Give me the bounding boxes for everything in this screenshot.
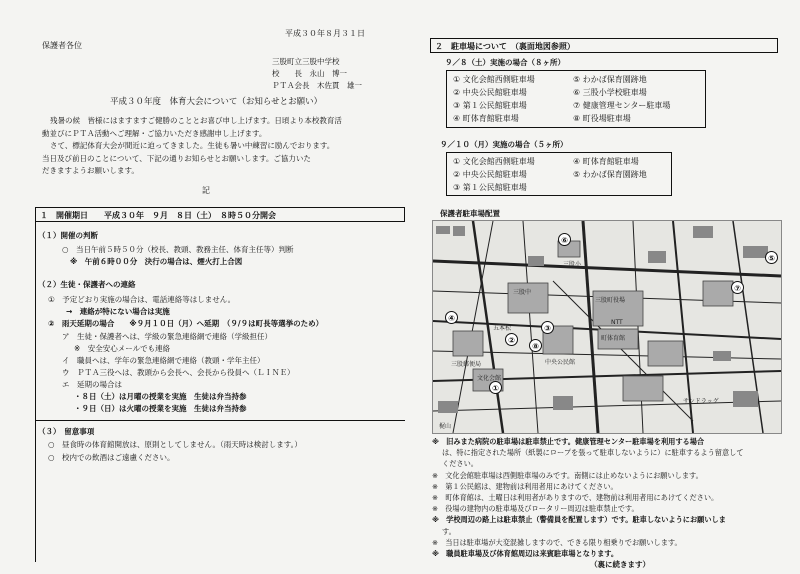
document-date: 平成３０年８月３１日 [285, 29, 365, 38]
sender-pta: ＰＴＡ会長 木佐貫 雄一 [272, 81, 362, 90]
parking-item: ② 中央公民館駐車場 [453, 170, 527, 179]
note-line: ※ 役場の建物内の駐車場及びロータリー周辺は駐車禁止です。 [432, 504, 639, 514]
map-marker: ② [505, 333, 518, 346]
part3-heading: （３） 留意事項 [38, 427, 95, 436]
parking-item: ③ 第１公民館駐車場 [453, 101, 527, 110]
part3-line: ○ 昼食時の体育館開放は、原則としてしません。（雨天時は検討します。） [48, 440, 302, 449]
note-line: す。 [442, 526, 456, 536]
saturday-heading: ９／８（土）実施の場合（８ヶ所） [445, 58, 565, 67]
intro-line: 当日及び前日のことについて、下記の通りお知らせとお願いします。ご協力いた [42, 153, 311, 163]
map-label: 三股郵便局 [451, 361, 482, 368]
monday-heading: ９／１０（月）実施の場合（５ヶ所） [440, 140, 568, 149]
map-marker: ③ [541, 321, 554, 334]
note-line: ください。 [442, 459, 478, 469]
map-marker: ⑦ [731, 281, 744, 294]
map-label: 五本松 [493, 325, 512, 332]
intro-line: だきますようお願いします。 [42, 166, 139, 176]
part2-heading: （２）生徒・保護者への連絡 [38, 280, 136, 289]
continued-note: （裏に続きます） [590, 560, 650, 569]
parking-item: ⑤ わかば保育園跡地 [573, 170, 647, 179]
part2-line: → 連絡が特にない場合は実施 [66, 307, 170, 316]
left-border [35, 222, 36, 562]
note-line: ※ 町体育館は、土曜日は利用者がありますので、建物前は利用者用にあけてください。 [432, 493, 719, 503]
map-label: 三股町役場 [595, 297, 626, 304]
note-line: ※ 旧みまた病院の駐車場は駐車禁止です。健康管理センター駐車場を利用する場合 [432, 437, 705, 446]
map-label: 三股小 [563, 261, 582, 268]
parking-item: ⑥ 三股小学校駐車場 [573, 88, 647, 97]
sender-school: 三股町立三股中学校 [272, 57, 340, 66]
part2-line: ② 雨天延期の場合 ※９月１０日（月）へ延期 （９/９は町長等選挙のため） [48, 319, 324, 328]
section1-header: １ 開催期日 平成３０年 ９月 ８日（土） ８時５０分開会 [35, 207, 405, 222]
note-line: ※ 当日は駐車場が大変混雑しますので、できる限り相乗りでお願いします。 [432, 537, 682, 547]
map-label: 町体育館 [601, 335, 626, 342]
section2-header: ２ 駐車場について （裏面地図参照） [430, 38, 778, 53]
map-roads [433, 221, 781, 433]
part2-line: イ 職員へは、学年の緊急連絡網で連絡（教頭・学年主任） [62, 356, 265, 365]
map-label: 中央公民館 [545, 359, 576, 366]
map-marker: ④ [445, 311, 458, 324]
part2-line: ※ 安全安心メールでも連絡 [74, 344, 171, 353]
parking-item: ② 中央公民館駐車場 [453, 88, 527, 97]
parking-item: ④ 町体育館駐車場 [573, 157, 639, 166]
divider [35, 420, 405, 421]
ki-label: 記 [202, 186, 210, 195]
intro-line: 残暑の候 皆様にはますますご健勝のこととお喜び申し上げます。日頃より本校教育活 [50, 116, 342, 125]
part2-line: エ 延期の場合は [62, 380, 122, 389]
parking-item: ③ 第１公民館駐車場 [453, 183, 527, 192]
part2-line: ウ ＰＴＡ三役へは、教頭から会長へ、会長から役員へ（ＬＩＮＥ） [62, 368, 295, 377]
parking-item: ① 文化会館西側駐車場 [453, 75, 535, 84]
map-label: NTT [611, 319, 623, 326]
addressee: 保護者各位 [42, 41, 82, 50]
map-label: 三股中 [513, 289, 532, 296]
note-line: ※ 学校周辺の路上は駐車禁止（警備員を配置します）です。駐車しないようにお願いしま [432, 515, 726, 525]
parking-notes [432, 436, 744, 559]
parking-item: ⑤ わかば保育園跡地 [573, 75, 647, 84]
intro-paragraph [42, 115, 342, 178]
part2-line: ・８日（土）は月曜の授業を実施 生徒は弁当持参 [74, 392, 247, 401]
parking-item: ⑦ 健康管理センター駐車場 [573, 101, 671, 110]
part2-line: ア 生徒・保護者へは、学級の緊急連絡網で連絡（学級担任） [62, 332, 272, 341]
note-line: ※ 職員駐車場及び体育館周辺は来賓駐車場となります。 [432, 549, 619, 559]
map-marker: ⑥ [558, 233, 571, 246]
parking-map [432, 220, 782, 434]
parking-item: ① 文化会館西側駐車場 [453, 157, 535, 166]
part3-line: ○ 校内での飲酒はご遠慮ください。 [48, 453, 175, 462]
note-line: ※ 第１公民館は、建物前は利用者用にあけてください。 [432, 481, 618, 491]
map-marker: ① [489, 381, 502, 394]
sender-principal: 校 長 永山 博一 [272, 69, 347, 78]
parking-item: ⑧ 町役場駐車場 [573, 114, 631, 123]
part1-line: ○ 当日午前５時５０分（校長、教頭、教務主任、体育主任等）判断 [62, 245, 294, 254]
map-label: サンドラッグ [683, 398, 719, 405]
map-label: 梶山 [439, 423, 452, 430]
part2-line: ・９日（日）は火曜の授業を実施 生徒は弁当持参 [74, 404, 247, 413]
note-line: ※ 文化会館駐車場は西側駐車場のみです。南側には止めないようにお願いします。 [432, 470, 703, 480]
map-label: 文化会館 [477, 375, 502, 382]
part2-line: ① 予定どおり実施の場合は、電話連絡等はしません。 [48, 295, 236, 304]
intro-line: 動並びにＰＴＡ活動へご理解・ご協力いただき感謝申し上げます。 [42, 128, 267, 138]
map-marker: ⑤ [765, 251, 778, 264]
intro-line: さて、標記体育大会が間近に迫ってきました。生徒も暑い中練習に励んでおります。 [50, 141, 335, 151]
map-marker: ⑧ [529, 339, 542, 352]
map-title: 保護者駐車場配置 [440, 209, 500, 218]
part1-line: ※ 午前６時００分 決行の場合は、煙火打上合図 [70, 257, 243, 266]
part1-heading: （１）開催の判断 [38, 231, 98, 240]
parking-item: ④ 町体育館駐車場 [453, 114, 519, 123]
document-title: 平成３０年度 体育大会について（お知らせとお願い） [110, 97, 323, 107]
note-line: は、特に指定された場所（紙製にロープを張って駐車しないように）に駐車するよう留意して [442, 448, 744, 458]
